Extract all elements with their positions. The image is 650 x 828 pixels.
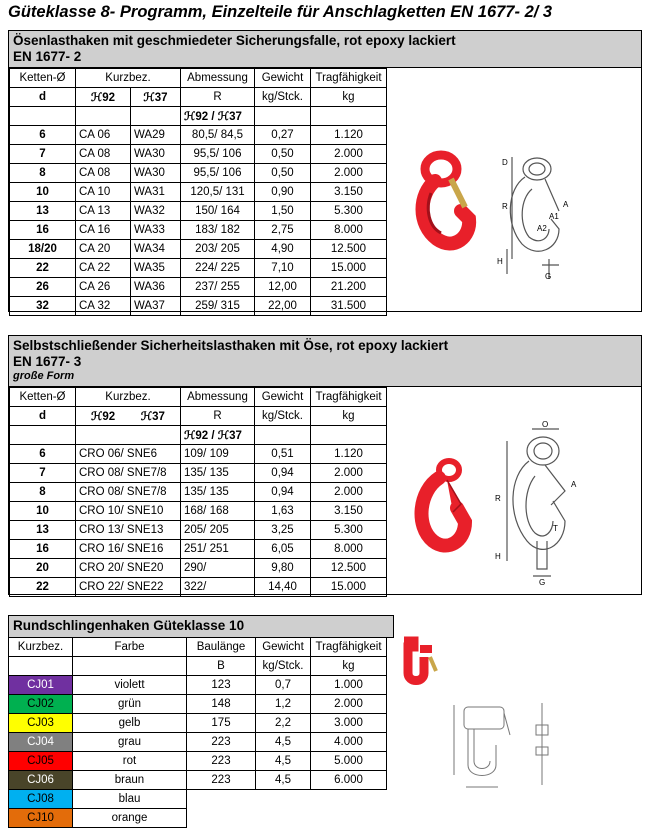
cell-kurz92: CA 10 (76, 183, 131, 202)
col-kurzbez: Kurzbez. (76, 69, 181, 88)
cell-gewicht: 0,50 (255, 164, 311, 183)
unit-r: R (181, 88, 255, 107)
col-gewicht: Gewicht (255, 69, 311, 88)
hook-photo (409, 149, 489, 259)
col-tragfaehigkeit: Tragfähigkeit (311, 388, 387, 407)
unit-k37: ℋ37 (131, 88, 181, 107)
label-a2: A2 (537, 224, 547, 233)
cell-gewicht: 14,40 (255, 578, 311, 597)
cell-abmessung: 183/ 182 (181, 221, 255, 240)
cell-gewicht: 0,90 (255, 183, 311, 202)
section-sicherheitslasthaken (8, 335, 642, 595)
cell-gewicht: 1,63 (255, 502, 311, 521)
cell-farbe: grau (73, 733, 187, 752)
cell-tragfaehigkeit: 4.000 (311, 733, 387, 752)
table-row (10, 445, 387, 464)
table-row (9, 790, 387, 809)
col-gewicht: Gewicht (256, 638, 311, 657)
cell-gewicht: 12,00 (255, 278, 311, 297)
cell-gewicht: 1,50 (255, 202, 311, 221)
unit-k92: ℋ92 (91, 411, 116, 423)
unit-kg-stck: kg/Stck. (255, 88, 311, 107)
section-norm: EN 1677- 3 (13, 354, 82, 369)
section-title: Rundschlingenhaken Güteklasse 10 (13, 618, 245, 633)
section-subtitle: große Form (13, 370, 75, 382)
cell-kurz37: WA33 (131, 221, 181, 240)
cell-ketten: 22 (10, 259, 76, 278)
cell-kurz92: CA 08 (76, 164, 131, 183)
cell-gewicht: 7,10 (255, 259, 311, 278)
cell-tragfaehigkeit: 8.000 (311, 540, 387, 559)
table-row (10, 464, 387, 483)
cell-gewicht: 6,05 (255, 540, 311, 559)
cell-tragfaehigkeit: 21.200 (311, 278, 387, 297)
table-rundschlingenhaken (8, 637, 387, 828)
cell-tragfaehigkeit: 15.000 (311, 259, 387, 278)
label-t: T (553, 524, 558, 533)
hook-photo-icon (409, 149, 489, 259)
cell-baulaenge: 123 (187, 676, 256, 695)
label-a: A (571, 480, 577, 489)
table-row (9, 752, 387, 771)
cell-abmessung: 237/ 255 (181, 278, 255, 297)
roundsling-hook-photo (390, 635, 446, 695)
col-baulaenge: Baulänge (187, 638, 256, 657)
cell-kurzbez: CRO 16/ SNE16 (76, 540, 181, 559)
hook-drawing-icon (487, 149, 597, 284)
cell-abmessung: 251/ 251 (181, 540, 255, 559)
roundsling-hook-drawing (446, 695, 571, 795)
hook-drawing (487, 149, 597, 284)
cell-abmessung: 95,5/ 106 (181, 164, 255, 183)
unit-kg: kg (311, 88, 387, 107)
cell-abmessung: 135/ 135 (181, 464, 255, 483)
label-h: H (497, 257, 503, 266)
cell-abmessung: 224/ 225 (181, 259, 255, 278)
label-o: O (542, 421, 549, 429)
cell-kurz37: WA37 (131, 297, 181, 316)
cell-kurzbez: CJ03 (9, 714, 73, 733)
cell-farbe: violett (73, 676, 187, 695)
cell-kurzbez: CJ10 (9, 809, 73, 828)
unit-kg-stck: kg/Stck. (256, 657, 311, 676)
cell-kurzbez: CJ05 (9, 752, 73, 771)
cell-gewicht: 4,5 (256, 733, 311, 752)
cell-farbe: braun (73, 771, 187, 790)
table-row (10, 483, 387, 502)
cell-tragfaehigkeit: 1.000 (311, 676, 387, 695)
table-row (10, 240, 387, 259)
label-r: R (502, 202, 508, 211)
table-row (10, 145, 387, 164)
table-row (10, 559, 387, 578)
table-row (10, 126, 387, 145)
unit-b: B (187, 657, 256, 676)
cell-gewicht: 2,75 (255, 221, 311, 240)
cell-kurz37: WA30 (131, 145, 181, 164)
cell-abmessung: 95,5/ 106 (181, 145, 255, 164)
cell-ketten: 8 (10, 483, 76, 502)
safety-hook-drawing-icon (487, 421, 597, 586)
cell-tragfaehigkeit: 3.150 (311, 183, 387, 202)
table-row (10, 183, 387, 202)
cell-kurz92: CA 22 (76, 259, 131, 278)
page-title: Güteklasse 8- Programm, Einzelteile für Anschlagketten EN 1677- 2/ 3 (8, 3, 553, 21)
cell-gewicht: 3,25 (255, 521, 311, 540)
unit-sub: ℋ92 / ℋ37 (181, 426, 255, 445)
cell-tragfaehigkeit: 1.120 (311, 445, 387, 464)
roundsling-hook-drawing-icon (446, 695, 571, 795)
safety-hook-photo (409, 456, 479, 556)
section-header (8, 615, 394, 638)
label-h: H (495, 552, 501, 561)
cell-kurz37: WA34 (131, 240, 181, 259)
cell-tragfaehigkeit: 2.000 (311, 164, 387, 183)
table-row (10, 297, 387, 316)
cell-kurz92: CA 08 (76, 145, 131, 164)
cell-tragfaehigkeit: 6.000 (311, 771, 387, 790)
unit-kg-stck: kg/Stck. (255, 407, 311, 426)
cell-gewicht: 0,27 (255, 126, 311, 145)
section-oesenlasthaken (8, 30, 642, 312)
cell-ketten: 8 (10, 164, 76, 183)
cell-kurzbez: CJ08 (9, 790, 73, 809)
cell-abmessung: 135/ 135 (181, 483, 255, 502)
safety-hook-photo-icon (409, 456, 479, 556)
table-row (10, 164, 387, 183)
label-a1: A1 (549, 212, 559, 221)
table-row (10, 278, 387, 297)
label-g: G (539, 578, 546, 586)
cell-tragfaehigkeit: 5.300 (311, 202, 387, 221)
col-gewicht: Gewicht (255, 388, 311, 407)
cell-gewicht: 9,80 (255, 559, 311, 578)
cell-gewicht (256, 809, 311, 828)
cell-abmessung: 322/ (181, 578, 255, 597)
cell-kurzbez: CJ06 (9, 771, 73, 790)
section-header (9, 336, 641, 387)
cell-tragfaehigkeit: 3.000 (311, 714, 387, 733)
section-title: Ösenlasthaken mit geschmiedeter Sicherungsfalle, rot epoxy lackiert (13, 33, 456, 48)
cell-gewicht: 4,5 (256, 752, 311, 771)
cell-baulaenge: 223 (187, 733, 256, 752)
cell-kurzbez: CRO 20/ SNE20 (76, 559, 181, 578)
cell-tragfaehigkeit: 2.000 (311, 695, 387, 714)
table-row (9, 714, 387, 733)
table-row (9, 809, 387, 828)
cell-ketten: 7 (10, 464, 76, 483)
cell-gewicht: 0,51 (255, 445, 311, 464)
unit-kurz (76, 407, 181, 426)
cell-farbe: gelb (73, 714, 187, 733)
col-kurzbez: Kurzbez. (76, 388, 181, 407)
cell-kurz92: CA 13 (76, 202, 131, 221)
cell-tragfaehigkeit: 2.000 (311, 145, 387, 164)
cell-ketten: 7 (10, 145, 76, 164)
cell-baulaenge (187, 790, 256, 809)
cell-ketten: 13 (10, 521, 76, 540)
cell-ketten: 10 (10, 502, 76, 521)
col-tragfaehigkeit: Tragfähigkeit (311, 69, 387, 88)
cell-tragfaehigkeit: 31.500 (311, 297, 387, 316)
cell-kurz37: WA36 (131, 278, 181, 297)
label-a: A (563, 200, 569, 209)
cell-tragfaehigkeit: 2.000 (311, 483, 387, 502)
cell-kurz37: WA32 (131, 202, 181, 221)
cell-ketten: 18/20 (10, 240, 76, 259)
cell-abmessung: 203/ 205 (181, 240, 255, 259)
label-r: R (495, 494, 501, 503)
cell-kurzbez: CJ02 (9, 695, 73, 714)
cell-baulaenge: 148 (187, 695, 256, 714)
cell-tragfaehigkeit: 2.000 (311, 464, 387, 483)
cell-tragfaehigkeit: 15.000 (311, 578, 387, 597)
unit-d: d (10, 88, 76, 107)
label-g: G (545, 272, 552, 281)
roundsling-hook-photo-icon (390, 635, 446, 695)
cell-tragfaehigkeit (311, 790, 387, 809)
cell-abmessung: 150/ 164 (181, 202, 255, 221)
label-d: D (502, 158, 508, 167)
unit-sub: ℋ92 / ℋ37 (181, 107, 255, 126)
cell-kurzbez: CRO 08/ SNE7/8 (76, 464, 181, 483)
cell-kurz92: CA 16 (76, 221, 131, 240)
cell-ketten: 6 (10, 445, 76, 464)
cell-ketten: 20 (10, 559, 76, 578)
cell-tragfaehigkeit: 12.500 (311, 559, 387, 578)
cell-baulaenge: 223 (187, 771, 256, 790)
cell-kurz92: CA 06 (76, 126, 131, 145)
cell-farbe: blau (73, 790, 187, 809)
cell-tragfaehigkeit: 5.000 (311, 752, 387, 771)
cell-abmessung: 120,5/ 131 (181, 183, 255, 202)
cell-tragfaehigkeit: 12.500 (311, 240, 387, 259)
table-row (10, 259, 387, 278)
cell-gewicht: 0,7 (256, 676, 311, 695)
table-row (10, 540, 387, 559)
table-row (9, 771, 387, 790)
cell-gewicht: 4,90 (255, 240, 311, 259)
unit-d: d (10, 407, 76, 426)
cell-kurz37: WA29 (131, 126, 181, 145)
cell-abmessung: 259/ 315 (181, 297, 255, 316)
cell-kurzbez: CRO 06/ SNE6 (76, 445, 181, 464)
unit-r: R (181, 407, 255, 426)
cell-tragfaehigkeit: 1.120 (311, 126, 387, 145)
unit-k92: ℋ92 (76, 88, 131, 107)
cell-abmessung: 205/ 205 (181, 521, 255, 540)
cell-tragfaehigkeit: 3.150 (311, 502, 387, 521)
section-norm: EN 1677- 2 (13, 49, 82, 64)
cell-baulaenge (187, 809, 256, 828)
cell-gewicht: 22,00 (255, 297, 311, 316)
cell-abmessung: 80,5/ 84,5 (181, 126, 255, 145)
cell-tragfaehigkeit: 5.300 (311, 521, 387, 540)
table-row (9, 676, 387, 695)
cell-farbe: grün (73, 695, 187, 714)
cell-abmessung: 290/ (181, 559, 255, 578)
cell-ketten: 32 (10, 297, 76, 316)
cell-gewicht: 0,94 (255, 464, 311, 483)
unit-k37: ℋ37 (140, 411, 165, 423)
cell-kurz37: WA31 (131, 183, 181, 202)
col-tragfaehigkeit: Tragfähigkeit (311, 638, 387, 657)
cell-ketten: 10 (10, 183, 76, 202)
cell-tragfaehigkeit (311, 809, 387, 828)
cell-kurz92: CA 20 (76, 240, 131, 259)
cell-kurz37: WA35 (131, 259, 181, 278)
section-title: Selbstschließender Sicherheitslasthaken mit Öse, rot epoxy lackiert (13, 338, 449, 353)
cell-tragfaehigkeit: 8.000 (311, 221, 387, 240)
cell-gewicht: 0,94 (255, 483, 311, 502)
section-header (9, 31, 641, 68)
table-sicherheitslasthaken (9, 387, 387, 597)
section-rundschlingenhaken (8, 615, 642, 824)
table-row (10, 578, 387, 597)
col-ketten: Ketten-Ø (10, 388, 76, 407)
safety-hook-drawing (487, 421, 597, 586)
cell-ketten: 26 (10, 278, 76, 297)
cell-kurz37: WA30 (131, 164, 181, 183)
cell-kurzbez: CJ04 (9, 733, 73, 752)
cell-kurzbez: CRO 08/ SNE7/8 (76, 483, 181, 502)
cell-farbe: orange (73, 809, 187, 828)
cell-ketten: 13 (10, 202, 76, 221)
cell-kurzbez: CJ01 (9, 676, 73, 695)
cell-kurzbez: CRO 22/ SNE22 (76, 578, 181, 597)
cell-ketten: 16 (10, 221, 76, 240)
table-row (10, 521, 387, 540)
cell-kurz92: CA 26 (76, 278, 131, 297)
col-ketten: Ketten-Ø (10, 69, 76, 88)
col-farbe: Farbe (73, 638, 187, 657)
table-row (9, 695, 387, 714)
table-row (10, 202, 387, 221)
table-oesenlasthaken (9, 68, 387, 316)
cell-gewicht: 2,2 (256, 714, 311, 733)
cell-baulaenge: 223 (187, 752, 256, 771)
cell-gewicht: 4,5 (256, 771, 311, 790)
table-row (9, 733, 387, 752)
cell-gewicht (256, 790, 311, 809)
cell-kurzbez: CRO 10/ SNE10 (76, 502, 181, 521)
col-abmessung: Abmessung (181, 69, 255, 88)
table-row (10, 221, 387, 240)
cell-ketten: 16 (10, 540, 76, 559)
cell-farbe: rot (73, 752, 187, 771)
cell-abmessung: 109/ 109 (181, 445, 255, 464)
cell-gewicht: 0,50 (255, 145, 311, 164)
unit-kg: kg (311, 407, 387, 426)
table-row (10, 502, 387, 521)
cell-gewicht: 1,2 (256, 695, 311, 714)
cell-ketten: 6 (10, 126, 76, 145)
cell-kurzbez: CRO 13/ SNE13 (76, 521, 181, 540)
col-abmessung: Abmessung (181, 388, 255, 407)
cell-kurz92: CA 32 (76, 297, 131, 316)
cell-abmessung: 168/ 168 (181, 502, 255, 521)
cell-ketten: 22 (10, 578, 76, 597)
cell-baulaenge: 175 (187, 714, 256, 733)
unit-kg: kg (311, 657, 387, 676)
col-kurzbez: Kurzbez. (9, 638, 73, 657)
